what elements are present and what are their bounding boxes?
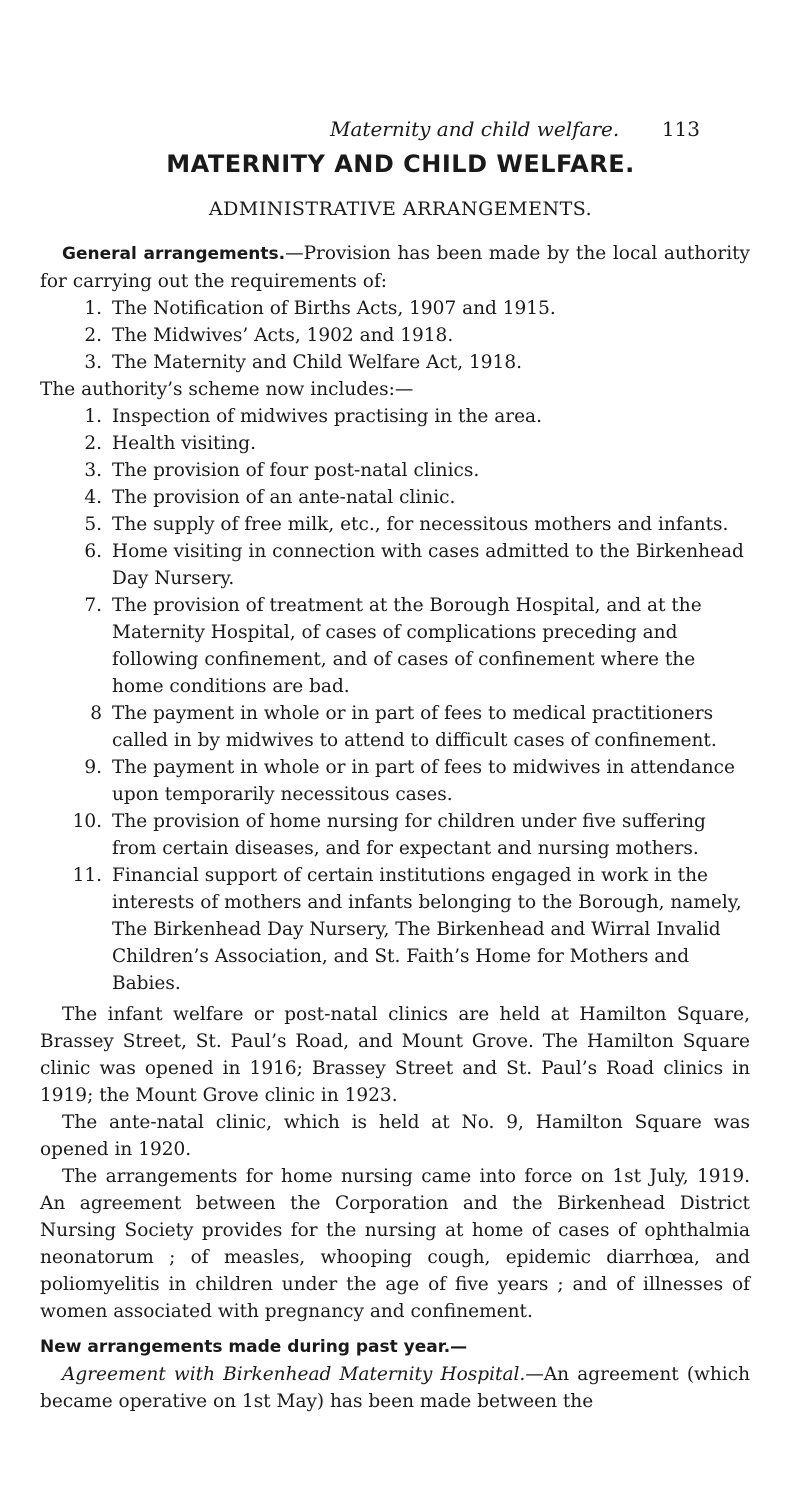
list-item-text: The supply of free milk, etc., for necessitous mothers and infants. (112, 514, 729, 535)
list-item-number: 9. (84, 757, 102, 778)
scheme-list (40, 403, 750, 997)
general-arrangements-intro: —Provision has been made by the local authority for carrying out the requirements of: (40, 243, 750, 292)
list-item (40, 808, 750, 862)
list-item-text: The Midwives’ Acts, 1902 and 1918. (112, 325, 454, 346)
list-item-text: Inspection of midwives practising in the area. (112, 406, 542, 427)
list-item-text: Financial support of certain institutions engaged in work in the interests of mothers and infants belonging to the Borough, namely, The Birkenhead Day Nursery, The Birkenhead and Wirral Invalid Children’s Association, and St. Faith’s Home for Mothers and Babies. (112, 865, 742, 994)
list-item-text: The Maternity and Child Welfare Act, 1918. (112, 352, 522, 373)
new-arrangements-heading: New arrangements made during past year.— (40, 1337, 468, 1357)
list-item-number: 10. (72, 811, 102, 832)
list-item (40, 538, 750, 592)
list-item-number: 6. (84, 541, 102, 562)
acts-list (40, 295, 750, 376)
list-item (40, 349, 750, 376)
page-subtitle: ADMINISTRATIVE ARRANGEMENTS. (208, 198, 593, 220)
list-item (40, 592, 750, 700)
list-item-number: 8 (90, 703, 102, 724)
scheme-intro: The authority’s scheme now includes:— (40, 379, 414, 400)
home-nursing-paragraph: The arrangements for home nursing came into force on 1st July, 1919. An agreement between the Corporation and the Birkenhead District Nursing Society provides for the nursing at home of cases of ophthalmia neonatorum ; of measles, whooping cough, epidemic diarrhœa, and poliomyelitis in children under the age of five years ; and of illnesses of women associated with pregnancy and confinement. (40, 1166, 750, 1322)
list-item-text: The provision of an ante-natal clinic. (112, 487, 456, 508)
list-item (40, 295, 750, 322)
list-item-text: The provision of home nursing for children under five suffering from certain diseases, and for expectant and nursing mothers. (112, 811, 706, 859)
list-item (40, 403, 750, 430)
list-item-number: 2. (84, 433, 102, 454)
agreement-text: —An agreement (which became operative on 1st May) has been made between the (40, 1364, 750, 1412)
list-item-text: The payment in whole or in part of fees to medical practitioners called in by midwives to attend to difficult cases of confinement. (112, 703, 717, 751)
list-item-number: 5. (84, 514, 102, 535)
list-item-number: 4. (84, 487, 102, 508)
list-item-text: Home visiting in connection with cases admitted to the Birkenhead Day Nursery. (112, 541, 744, 589)
page-title: MATERNITY AND CHILD WELFARE. (166, 150, 635, 178)
list-item-number: 2. (84, 325, 102, 346)
list-item-number: 1. (84, 298, 102, 319)
running-head (330, 117, 700, 141)
running-head-title: Maternity and child welfare. (330, 117, 620, 141)
document-body (40, 240, 750, 1415)
list-item (40, 700, 750, 754)
page-number: 113 (661, 117, 700, 141)
ante-natal-paragraph: The ante-natal clinic, which is held at No. 9, Hamilton Square was opened in 1920. (40, 1112, 750, 1160)
list-item (40, 322, 750, 349)
list-item (40, 457, 750, 484)
list-item-number: 1. (84, 406, 102, 427)
list-item-number: 3. (84, 352, 102, 373)
general-arrangements-paragraph (40, 240, 750, 295)
list-item-number: 7. (84, 595, 102, 616)
list-item-number: 11. (72, 865, 102, 886)
list-item-number: 3. (84, 460, 102, 481)
list-item (40, 511, 750, 538)
list-item (40, 862, 750, 997)
list-item-text: The payment in whole or in part of fees to midwives in attendance upon temporarily necessitous cases. (112, 757, 735, 805)
list-item (40, 430, 750, 457)
list-item-text: The provision of treatment at the Borough Hospital, and at the Maternity Hospital, of cases of complications preceding and following confinement, and of cases of confinement where the home conditions are bad. (112, 595, 702, 697)
general-arrangements-heading: General arrangements. (62, 244, 286, 264)
list-item-text: The Notification of Births Acts, 1907 and 1915. (112, 298, 556, 319)
agreement-paragraph (40, 1361, 750, 1415)
agreement-title: Agreement with Birkenhead Maternity Hospital. (62, 1364, 526, 1385)
list-item (40, 484, 750, 511)
clinics-paragraph: The infant welfare or post-natal clinics are held at Hamilton Square, Brassey Street, St. Paul’s Road, and Mount Grove. The Hamilton Square clinic was opened in 1916; Brassey Street and St. Paul’s Road clinics in 1919; the Mount Grove clinic in 1923. (40, 1004, 750, 1106)
list-item-text: The provision of four post-natal clinics. (112, 460, 480, 481)
spacer (40, 1325, 750, 1333)
list-item-text: Health visiting. (112, 433, 257, 454)
list-item (40, 754, 750, 808)
